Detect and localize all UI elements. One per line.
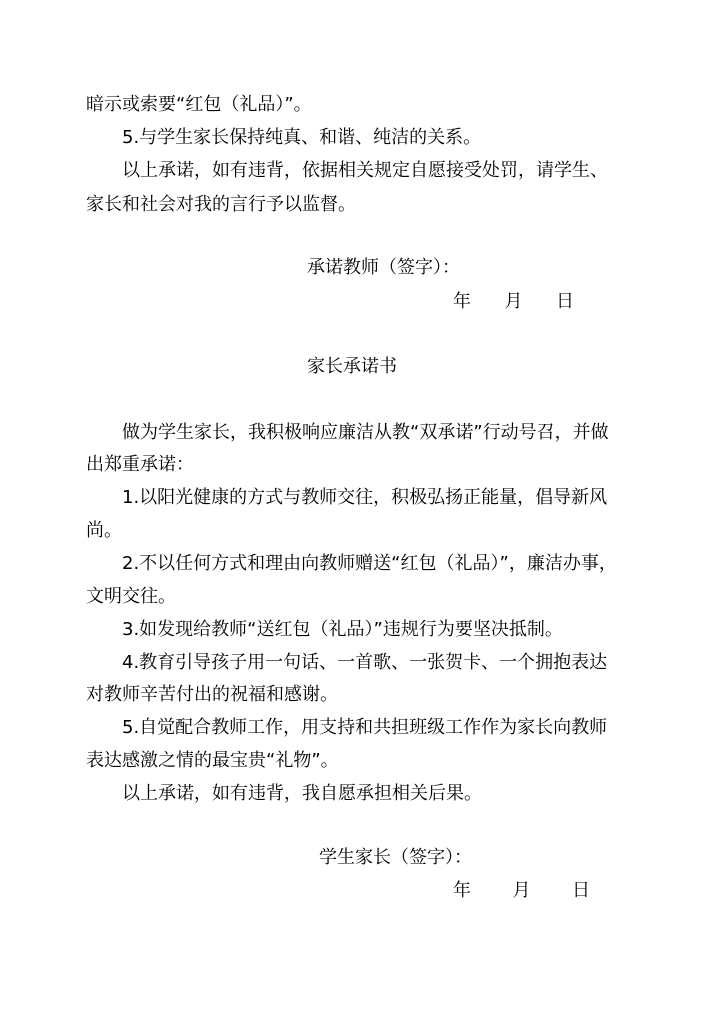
- parent-signature-label: 学生家长（签字）：: [319, 847, 472, 868]
- parent-text-line: 2.不以任何方式和理由向教师赠送“红包（礼品）”，廉洁办事，: [122, 553, 617, 574]
- date-year: 年: [453, 291, 471, 312]
- parent-text-line: 1.以阳光健康的方式与教师交往，积极弘扬正能量，倡导新风: [122, 487, 608, 508]
- teacher-text-line: 5.与学生家长保持纯真、和谐、纯洁的关系。: [122, 127, 482, 148]
- date-month: 月: [512, 880, 531, 901]
- date-year: 年: [453, 880, 471, 901]
- parent-text-line: 做为学生家长，我积极响应廉洁从教“双承诺”行动号召，并做: [122, 422, 609, 443]
- parent-text-line: 4.教育引导孩子用一句话、一首歌、一张贺卡、一个拥抱表达: [122, 652, 608, 673]
- date-month: 月: [504, 291, 523, 312]
- teacher-signature-label: 承诺教师（签字）：: [307, 257, 460, 278]
- date-day: 日: [555, 291, 574, 312]
- parent-text-line: 对教师辛苦付出的祝福和感谢。: [86, 684, 338, 705]
- parent-date-line: [453, 879, 590, 903]
- teacher-text-line: 暗示或索要“红包（礼品）”。: [86, 94, 312, 115]
- teacher-date-line: [453, 290, 574, 314]
- date-day: 日: [571, 880, 590, 901]
- parent-text-line: 5.自觉配合教师工作，用支持和共担班级工作作为家长向教师: [122, 717, 608, 738]
- teacher-text-line: 家长和社会对我的言行予以监督。: [86, 194, 356, 215]
- parent-text-line: 出郑重承诺：: [86, 454, 194, 475]
- parent-title: 家长承诺书: [307, 356, 397, 377]
- parent-text-line: 表达感激之情的最宝贵“礼物”。: [86, 750, 339, 771]
- parent-text-line: 3.如发现给教师“送红包（礼品）”违规行为要坚决抵制。: [122, 619, 563, 640]
- teacher-text-line: 以上承诺，如有违背，依据相关规定自愿接受处罚，请学生、: [122, 160, 608, 181]
- parent-text-line: 尚。: [86, 520, 122, 541]
- parent-text-line: 文明交往。: [86, 586, 176, 607]
- parent-text-line: 以上承诺，如有违背，我自愿承担相关后果。: [122, 783, 482, 804]
